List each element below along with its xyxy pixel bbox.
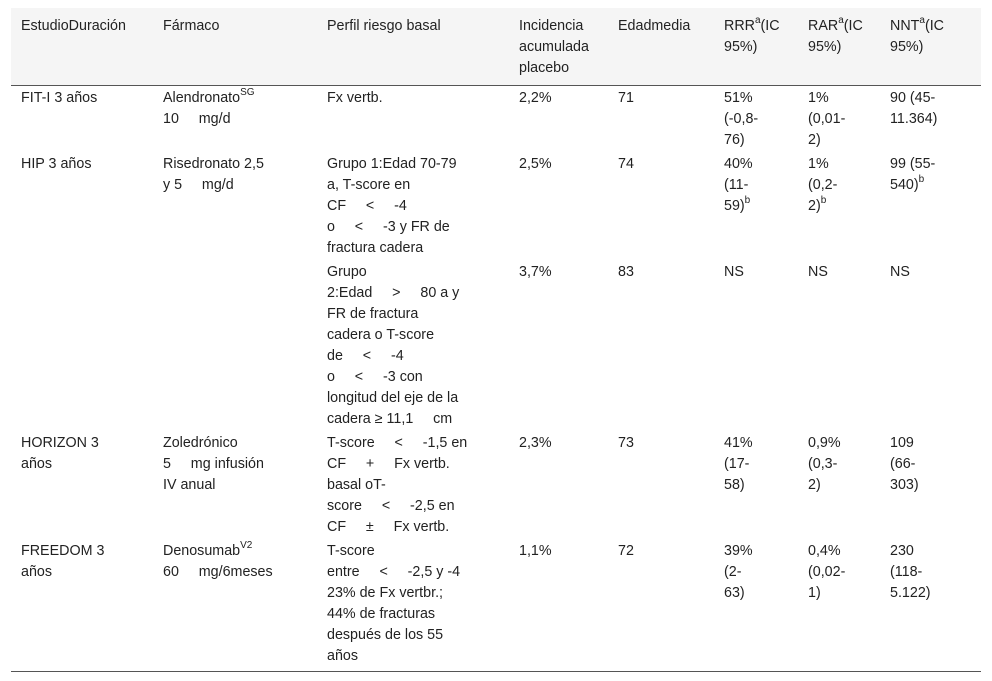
cell-edad: 83 [618,264,634,280]
table-row [11,431,981,539]
cell-nnt: 90 (45- 11.364) [890,90,938,127]
cell-rrr: 40% (11- 59)$^b$ [724,156,753,214]
cell-nnt: 99 (55- 540)$^b$ [890,156,936,193]
cell-rrr: 51% (-0,8- 76) [724,90,759,148]
cell-incidencia: 3,7% [519,264,552,280]
cell-estudio: HORIZON 3 años [21,435,99,472]
table-row [11,260,981,431]
cell-perfil: Grupo 2:Edad > 80 a y FR de fractura cadera o T-score de < -4 o < -3 con longitud del eje de la cadera ≥ 11,1 cm [327,264,460,427]
cell-farmaco: Risedronato 2,5 y 5 mg/d [163,156,264,193]
table-row [11,86,981,153]
cell-perfil: T-score < -1,5 en CF + Fx vertb. basal oT- score < -2,5 en CF ± Fx vertb. [327,435,468,535]
cell-edad: 74 [618,156,634,172]
data-table [11,8,981,672]
header-edad: Edadmedia [608,8,714,86]
cell-farmaco: Alendronato$^{SG}$ 10 mg/d [163,87,255,127]
table-row [11,539,981,672]
cell-nnt: 230 (118- 5.122) [880,539,981,672]
header-rrr: RRR$^a$(IC 95%) [714,8,798,86]
cell-estudio: HIP 3 años [21,156,92,172]
cell-rar: NS [808,264,828,280]
cell-perfil: T-score entre < -2,5 y -4 23% de Fx vertbr.; 44% de fracturas después de los 55 años [317,539,509,672]
cell-nnt: NS [890,264,910,280]
cell-estudio [11,260,153,431]
header-estudio: EstudioDuración [11,8,153,86]
cell-estudio: FIT-I 3 años [21,90,98,106]
cell-perfil: Grupo 1:Edad 70-79 a, T-score en CF < -4 o < -3 y FR de fractura cadera [327,156,457,256]
cell-incidencia: 2,2% [519,90,552,106]
header-perfil: Perfil riesgo basal [317,8,509,86]
cell-incidencia: 2,3% [519,435,552,451]
cell-edad: 73 [618,435,634,451]
cell-rar: 0,9% (0,3- 2) [808,435,841,493]
cell-perfil: Fx vertb. [327,90,383,106]
cell-farmaco: Zoledrónico 5 mg infusión IV anual [163,435,264,493]
header-rar: RAR$^a$(IC 95%) [798,8,880,86]
cell-incidencia: 1,1% [509,539,608,672]
cell-edad: 71 [618,90,634,106]
cell-rar: 1% (0,01- 2) [808,90,846,148]
cell-nnt: 109 (66- 303) [890,435,919,493]
header-farmaco: Fármaco [153,8,317,86]
header-incidencia: Incidencia acumulada placebo [509,8,608,86]
cell-rrr: 41% (17- 58) [724,435,753,493]
cell-farmaco [153,260,317,431]
cell-farmaco: Denosumab$^{V2}$ 60 mg/6meses [153,539,317,672]
cell-rrr: NS [724,264,744,280]
cell-estudio: FREEDOM 3 años [11,539,153,672]
cell-incidencia: 2,5% [519,156,552,172]
header-nnt: NNT$^a$(IC 95%) [880,8,981,86]
header-row [11,8,981,86]
cell-edad: 72 [608,539,714,672]
cell-rar: 0,4% (0,02- 1) [798,539,880,672]
cell-rar: 1% (0,2- 2)$^b$ [808,156,838,214]
table-row [11,152,981,260]
cell-rrr: 39% (2- 63) [714,539,798,672]
